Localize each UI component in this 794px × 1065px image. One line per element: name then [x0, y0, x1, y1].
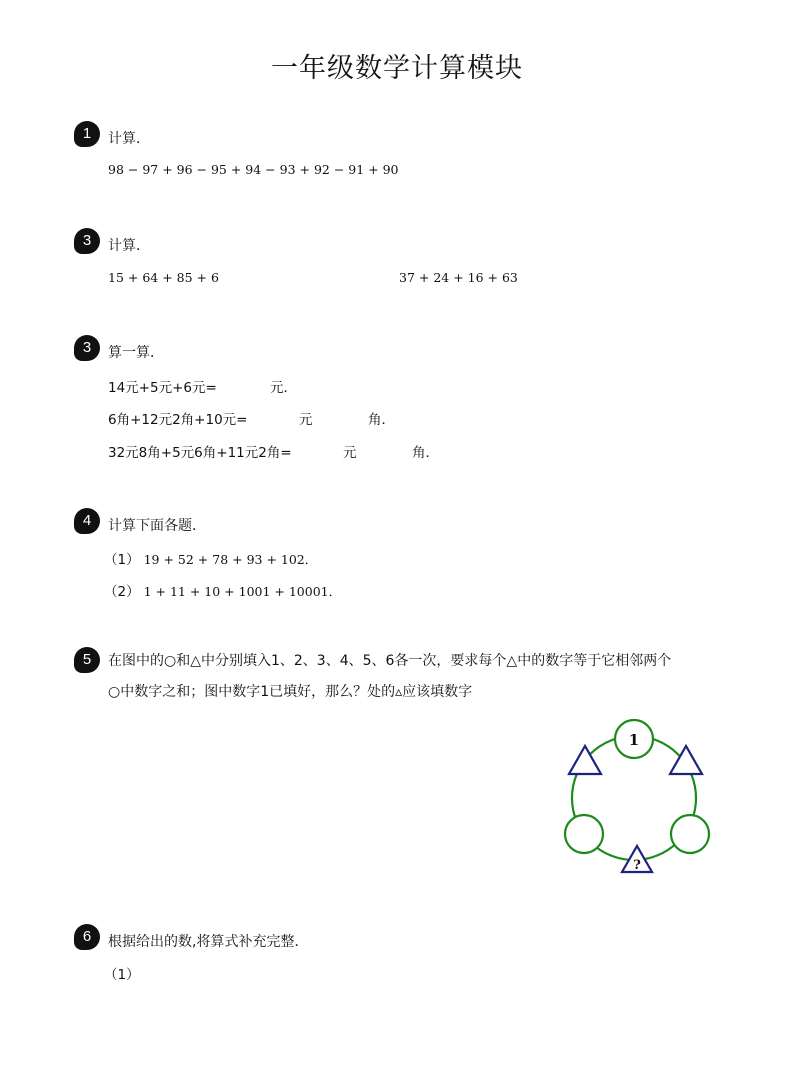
question-number-badge: 4	[74, 508, 100, 534]
page-title: 一年级数学计算模块	[271, 53, 523, 84]
question-5-line-2: ○中数字之和；图中数字1已填好，那么？处的▵应该填数字	[108, 684, 473, 700]
top-circle-value: 1	[628, 731, 640, 749]
left-circle	[565, 815, 603, 853]
circle-triangle-diagram	[557, 713, 717, 878]
question-2-expression-a: 15 + 64 + 85 + 6	[108, 270, 219, 285]
question-number-badge: 5	[74, 647, 100, 673]
question-6-prompt: 根据给出的数,将算式补充完整．	[108, 934, 309, 950]
question-6-part-1-label: （1）	[104, 967, 140, 983]
question-1-expression: 98 − 97 + 96 − 95 + 94 − 93 + 92 − 91 + 90	[108, 162, 399, 177]
question-5-text	[108, 646, 728, 708]
question-4-part-2	[104, 580, 341, 600]
question-number-badge: 3	[74, 228, 100, 254]
question-3-line-2-unit-jiao: 角．	[368, 412, 395, 428]
question-3-line-3: 32元8角+5元6角+11元2角=	[108, 445, 292, 461]
question-number-badge: 1	[74, 121, 100, 147]
question-4-part-1-label: （1）	[104, 552, 140, 568]
question-3-line-1-unit: 元．	[270, 380, 297, 396]
right-circle	[671, 815, 709, 853]
question-1-prompt: 计算．	[108, 131, 150, 147]
question-3-line-3-unit-jiao: 角．	[412, 445, 439, 461]
question-4-part-1	[104, 548, 317, 568]
question-3-prompt: 算一算．	[108, 345, 164, 361]
question-3-line-2-unit-yuan: 元	[299, 412, 313, 428]
question-number-badge: 6	[74, 924, 100, 950]
question-4-prompt: 计算下面各题．	[108, 518, 206, 534]
question-4-part-2-label: （2）	[104, 584, 140, 600]
question-5-line-1: 在图中的○和△中分别填入1、2、3、4、5、6各一次，要求每个△中的数字等于它相邻两个	[108, 653, 672, 669]
bottom-triangle-mark: ?	[633, 858, 641, 873]
question-3-line-2: 6角+12元2角+10元=	[108, 412, 248, 428]
question-3-line-3-unit-yuan: 元	[343, 445, 357, 461]
question-2-prompt: 计算．	[108, 238, 150, 254]
question-4-part-1-expression: 19 + 52 + 78 + 93 + 102．	[143, 552, 318, 567]
question-4-part-2-expression: 1 + 11 + 10 + 1001 + 10001．	[143, 584, 342, 599]
question-2-expression-b: 37 + 24 + 16 + 63	[399, 270, 518, 285]
question-number-badge: 3	[74, 335, 100, 361]
question-3-line-1: 14元+5元+6元=	[108, 380, 217, 396]
